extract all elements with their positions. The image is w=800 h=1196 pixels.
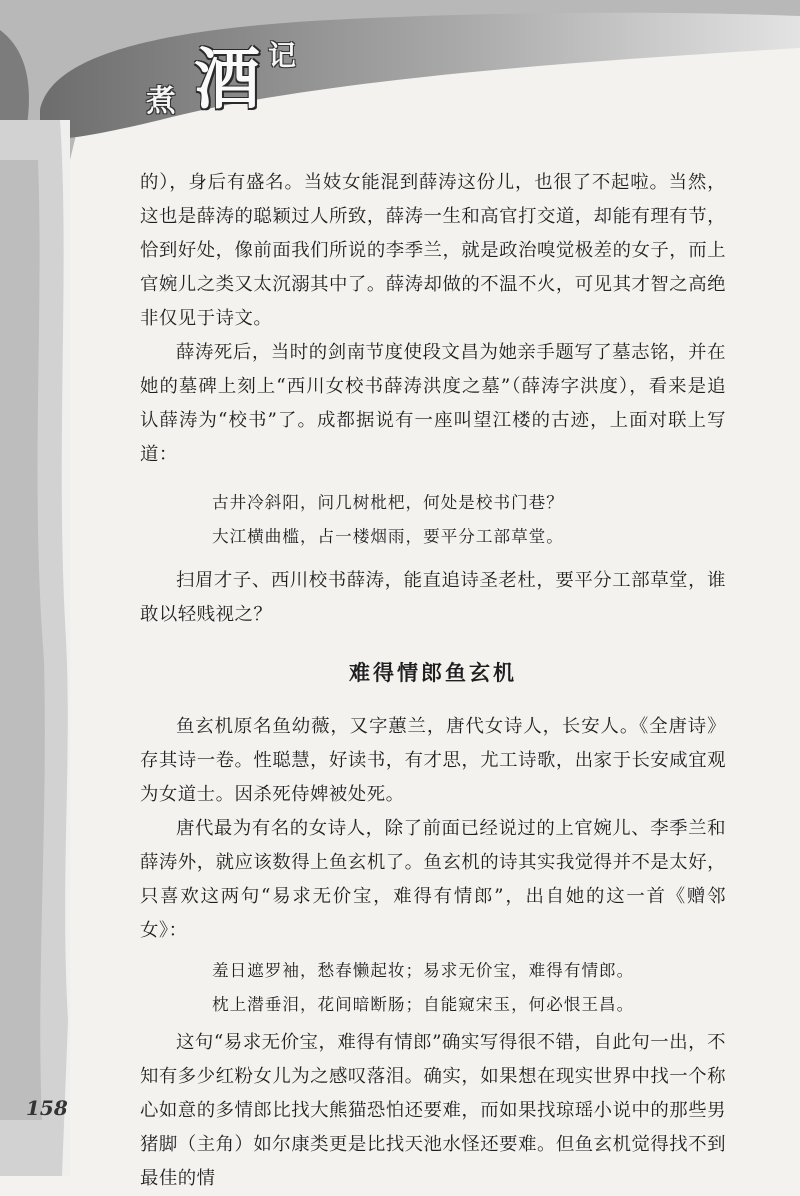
couplet xyxy=(140,486,726,554)
paragraph: 的），身后有盛名。当妓女能混到薛涛这份儿，也很了不起啦。当然，这也是薛涛的聪颖过人所致，薛涛一生和高官打交道，却能有理有节，恰到好处，像前面我们所说的李季兰，就是政治嗅觉极差的女子，而上官婉儿之类又太沉溺其中了。薛涛却做的不温不火，可见其才智之高绝非仅见于诗文。 xyxy=(140,172,726,329)
paragraph: 薛涛死后，当时的剑南节度使段文昌为她亲手题写了墓志铭，并在她的墓碑上刻上“西川女校书薛涛洪度之墓”（薛涛字洪度），看来是追认薛涛为“校书”了。成都据说有一座叫望江楼的古迹，上面对联上写道： xyxy=(140,342,726,465)
poem-line: 羞日遮罗袖，愁春懒起妆；易求无价宝，难得有情郎。 xyxy=(212,961,635,980)
paragraph: 鱼玄机原名鱼幼薇，又字蕙兰，唐代女诗人，长安人。《全唐诗》存其诗一卷。性聪慧，好读书，有才思，尤工诗歌，出家于长安咸宜观为女道士。因杀死侍婢被处死。 xyxy=(140,716,726,805)
poem-line: 枕上潜垂泪，花间暗断肠；自能窥宋玉，何必恨王昌。 xyxy=(212,995,635,1014)
couplet-line: 大江横曲槛，占一楼烟雨，要平分工部草堂。 xyxy=(212,527,564,546)
book-logo xyxy=(146,24,316,120)
logo-char-jiu: 酒 xyxy=(194,40,260,118)
paragraph: 唐代最为有名的女诗人，除了前面已经说过的上官婉儿、李季兰和薛涛外，就应该数得上鱼玄机了。鱼玄机的诗其实我觉得并不是太好，只喜欢这两句“易求无价宝，难得有情郎”，出自她的这一首《赠邻女》： xyxy=(140,818,726,941)
header-decoration xyxy=(0,0,800,160)
paragraph: 这句“易求无价宝，难得有情郎”确实写得很不错，自此句一出，不知有多少红粉女儿为之感叹落泪。确实，如果想在现实世界中找一个称心如意的多情郎比找大熊猫恐怕还要难，而如果找琼瑶小说中的那些男猪脚（主角）如尔康类更是比找天池水怪还要难。但鱼玄机觉得找不到最佳的情 xyxy=(140,1032,726,1189)
poem xyxy=(140,954,726,1022)
page-number: 158 xyxy=(26,1096,68,1120)
paragraph: 扫眉才子、西川校书薛涛，能直追诗圣老杜，要平分工部草堂，谁敢以轻贱视之？ xyxy=(140,570,726,625)
couplet-line: 古井冷斜阳，问几树枇杷，何处是校书门巷？ xyxy=(212,493,564,512)
logo-char-zhu: 煮 xyxy=(146,84,176,119)
section-title: 难得情郎鱼玄机 xyxy=(349,660,517,685)
logo-char-ji: 记 xyxy=(268,39,297,72)
side-texture xyxy=(0,120,70,1176)
main-text xyxy=(140,166,726,1196)
